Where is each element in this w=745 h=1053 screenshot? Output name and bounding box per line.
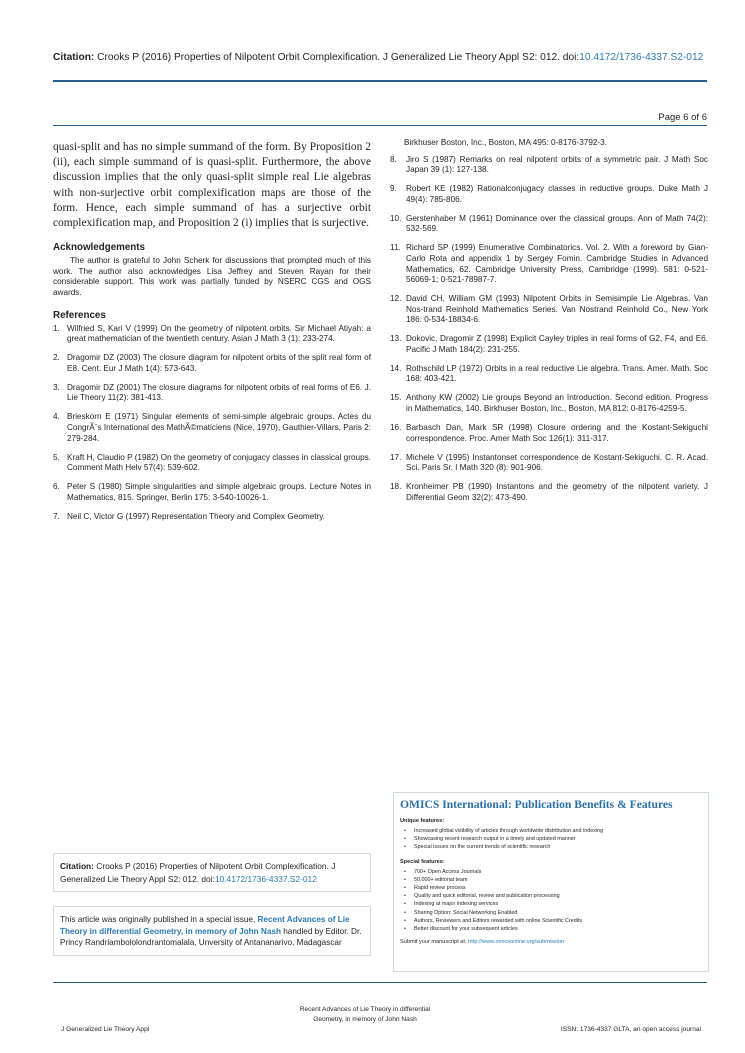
reference-number: 7.: [53, 511, 60, 521]
footer-divider: [53, 982, 707, 983]
feature-item: • Indexing at major indexing services: [400, 900, 702, 908]
reference-number: 8.: [390, 154, 397, 164]
reference-number: 18.: [390, 482, 402, 492]
feature-item: • 50,000+ editorial team: [400, 876, 702, 884]
reference-item: [53, 412, 371, 444]
feature-item: • Rapid review process: [400, 884, 702, 892]
reference-text: Kraft H, Claudio P (1982) On the geometry of conjugacy classes in classical groups. Comment Math Helv 57(4): 539-602.: [67, 452, 371, 473]
reference-text: David CH, William GM (1993) Nilpotent Orbits in Semisimple Lie Algebras. Van Nos-trand Reinhold Mathematics Series. Van Nostrand Reinhold Co., New York 186: 0-534-18834-6.: [406, 294, 708, 325]
reference-number: 16.: [390, 423, 402, 432]
feature-item: • Authors, Reviewers and Editors rewarded with online Scientific Credits: [400, 917, 702, 925]
header-citation: [53, 51, 703, 64]
reference-text: Jiro S (1987) Remarks on real nilpotent orbits of a symmetric pair. J Math Soc Japan 39 (1): 127-138.: [406, 154, 708, 175]
citation-box-text: Crooks P (2016) Properties of Nilpotent Orbit Complexification. J Generalized Lie Theory Appl S2: 012. doi:: [60, 861, 336, 884]
omics-benefits-box: [393, 792, 709, 972]
references-list-left: [53, 324, 371, 523]
feature-item: • Special issues on the current trends of scientific research: [400, 843, 702, 851]
reference-item: [53, 512, 371, 523]
reference-number: 17.: [390, 452, 402, 462]
intro-paragraph: quasi-split and has no simple summand of the form. By Proposition 2 (ii), each simple summand of is quasi-split. Furthermore, the above discussion implies that the only quasi-split simple real Lie algebras with non-surjective orbit complexification maps are those of the form. Hence, each simple summand of has a surjective orbit complexification map, and Proposition 2 (i) implies that is surjective.: [53, 141, 371, 230]
special-issue-prefix: This article was originally published in a special issue,: [60, 915, 256, 924]
reference-item: [390, 453, 708, 474]
reference-number: 1.: [53, 323, 60, 333]
submit-label: Submit your manuscript at:: [400, 939, 467, 946]
special-issue-box: [53, 906, 371, 956]
reference-item: [53, 353, 371, 374]
reference-item: [53, 324, 371, 345]
page-divider: [53, 125, 707, 126]
references-list-right: [390, 155, 708, 504]
reference-item: [53, 482, 371, 503]
unique-features-list: [400, 827, 702, 852]
citation-box-label: Citation:: [60, 861, 94, 871]
special-issue-title[interactable]: Recent Advances of Lie Theory in differential Geometry, in memory of John Nash: [60, 915, 350, 936]
reference-item: [53, 383, 371, 404]
reference-text: Anthony KW (2002) Lie groups Beyond an Introduction. Second edition. Progress in Mathematics, 140. Birkhuser Boston, Inc., Boston, MA 812: 0-8176-4259-5.: [406, 393, 708, 414]
unique-features-heading: Unique features:: [400, 818, 445, 824]
right-column: [390, 140, 708, 512]
reference-number: 10.: [390, 213, 402, 223]
reference-item: [53, 453, 371, 474]
reference-item: [390, 294, 708, 326]
special-issue-suffix: handled by Editor. Dr. Princy Randriambololondrantomalala, Unversity of Antananarivo, Madagascar: [60, 926, 362, 947]
submit-link[interactable]: http://www.omicsonline.org/submission: [468, 939, 565, 946]
reference-text: Brieskorn E (1971) Singular elements of semi-simple algebraic groups. Actes du CongrÃ¨s International des MathÃ©maticiens (Nice, 1970), Gauthier-Villars, Paris 2: 279-284.: [67, 412, 371, 443]
reference-text: Dokovic, Dragomir Z (1998) Explicit Cayley triples in real forms of G2, F4, and E6. Pacific J Math 184(2): 231-255.: [406, 334, 708, 354]
special-features-list: [400, 868, 702, 934]
header-divider: [53, 80, 707, 82]
reference-number: 9.: [390, 184, 397, 194]
citation-label: Citation:: [53, 52, 95, 63]
citation-doi-link[interactable]: 10.4172/1736-4337.S2-012: [579, 52, 704, 63]
feature-item: • Better discount for your subsequent articles: [400, 925, 702, 933]
reference-number: 4.: [53, 412, 60, 422]
reference-item: [390, 184, 708, 205]
feature-item: • 700+ Open Access Journals: [400, 868, 702, 876]
reference-item: [390, 214, 708, 235]
reference-number: 12.: [390, 294, 402, 304]
reference-text: Peter S (1980) Simple singularities and simple algebraic groups. Lecture Notes in Mathematics, 815. Springer, Berlin 175: 3-540-10026-1.: [67, 482, 371, 502]
reference-number: 3.: [53, 382, 60, 392]
footer-issn: ISSN: 1736-4337 GLTA, an open access journal: [560, 1026, 701, 1033]
acknowledgements-text: The author is grateful to John Scherk for discussions that prompted much of this work. The author also acknowledges Lisa Jeffrey and Steven Rayan for their considerable support. This work was partially funded by NSERC CGS and OGS awards.: [53, 256, 371, 297]
citation-box: [53, 853, 371, 892]
footer-journal: J Generalized Lie Theory Appl: [61, 1026, 150, 1033]
reference-item: [390, 364, 708, 385]
footer-issue: Recent Advances of Lie Theory in differential Geometry, in memory of John Nash: [299, 1006, 431, 1023]
reference-text: Robert KE (1982) Rationalconjugacy classes in reductive groups. Duke Math J 49(4): 785-806.: [406, 184, 708, 204]
citation-box-doi-link[interactable]: 10.4172/1736-4337.S2-012: [214, 874, 317, 884]
reference-number: 2.: [53, 353, 60, 363]
reference-text: Dragomir DZ (2003) The closure diagram for nilpotent orbits of the split real form of E8. Cent. Eur J Math 1(4): 573-643.: [67, 353, 371, 373]
reference-item: [390, 423, 708, 444]
reference-7-continued: Birkhuser Boston, Inc., Boston, MA 495: 0-8176-3792-3.: [404, 138, 607, 147]
left-column: [53, 140, 371, 531]
reference-number: 6.: [53, 482, 60, 492]
reference-text: Gerstenhaber M (1961) Dominance over the classical groups. Ann of Math 74(2): 532-569.: [406, 213, 708, 234]
citation-text: Crooks P (2016) Properties of Nilpotent Orbit Complexification. J Generalized Lie Theory Appl S2: 012. doi:: [97, 52, 580, 63]
reference-text: Barbasch Dan, Mark SR (1998) Closure ordering and the Kostant-Sekiguchi correspondence. Proc. Amer Math Soc 126(1): 311-317.: [406, 423, 708, 443]
reference-item: [390, 334, 708, 355]
reference-number: 14.: [390, 363, 402, 373]
reference-text: Michele V (1995) Instantonset correspondence de Kostant-Sekiguchi. C. R. Acad. Sci. Paris Sr. I Math 320 (8): 901-906.: [406, 452, 708, 473]
reference-number: 15.: [390, 393, 402, 403]
reference-item: [390, 243, 708, 285]
feature-item: • Sharing Option: Social Networking Enabled: [400, 909, 702, 917]
feature-item: • Showcasing recent research output in a timely and updated manner: [400, 835, 702, 843]
page-number: Page 6 of 6: [658, 112, 707, 123]
special-features-heading: Special features:: [400, 858, 445, 865]
reference-number: 11.: [390, 243, 401, 253]
reference-text: Richard SP (1999) Enumerative Combinatorics. Vol. 2. With a foreword by Gian-Carlo Rota and appendix 1 by Sergey Fomin. Cambridge Studies in Advanced Mathematics, 62. Cambridge University Press, Cambridge (1999). 581: 0-521-56069-1; 0-521-78987-7.: [406, 243, 708, 285]
acknowledgements-heading: Acknowledgements: [53, 242, 146, 254]
omics-title: OMICS International: Publication Benefits & Features: [400, 798, 673, 811]
reference-text: Rothschild LP (1972) Orbits in a real reductive Lie algebra. Trans. Amer. Math. Soc 168: 403-421.: [406, 363, 708, 384]
submit-line: [400, 939, 702, 945]
reference-text: Neil C, Victor G (1997) Representation Theory and Complex Geometry.: [67, 511, 326, 521]
reference-number: 5.: [53, 452, 60, 462]
reference-text: Wilfried S, Kari V (1999) On the geometry of nilpotent orbits. Sir Michael Atiyah: a great mathematician of the twentieth century. Asian J Math 3 (1): 233-274.: [67, 323, 371, 344]
reference-item: [390, 155, 708, 176]
reference-item: [390, 393, 708, 414]
feature-item: • Increased global visibility of articles through worldwide distribution and indexing: [400, 827, 702, 835]
reference-item: [390, 482, 708, 503]
reference-text: Dragomir DZ (2001) The closure diagrams for nilpotent orbits of real forms of E6. J. Lie Theory 11(2): 381-413.: [67, 382, 371, 403]
feature-item: • Quality and quick editorial, review and publication processing: [400, 892, 702, 900]
references-heading: References: [53, 309, 106, 321]
reference-text: Kronheimer PB (1990) Instantons and the geometry of the nilpotent variety. J Differential Geom 32(2): 473-490.: [406, 482, 708, 502]
reference-number: 13.: [390, 334, 402, 344]
